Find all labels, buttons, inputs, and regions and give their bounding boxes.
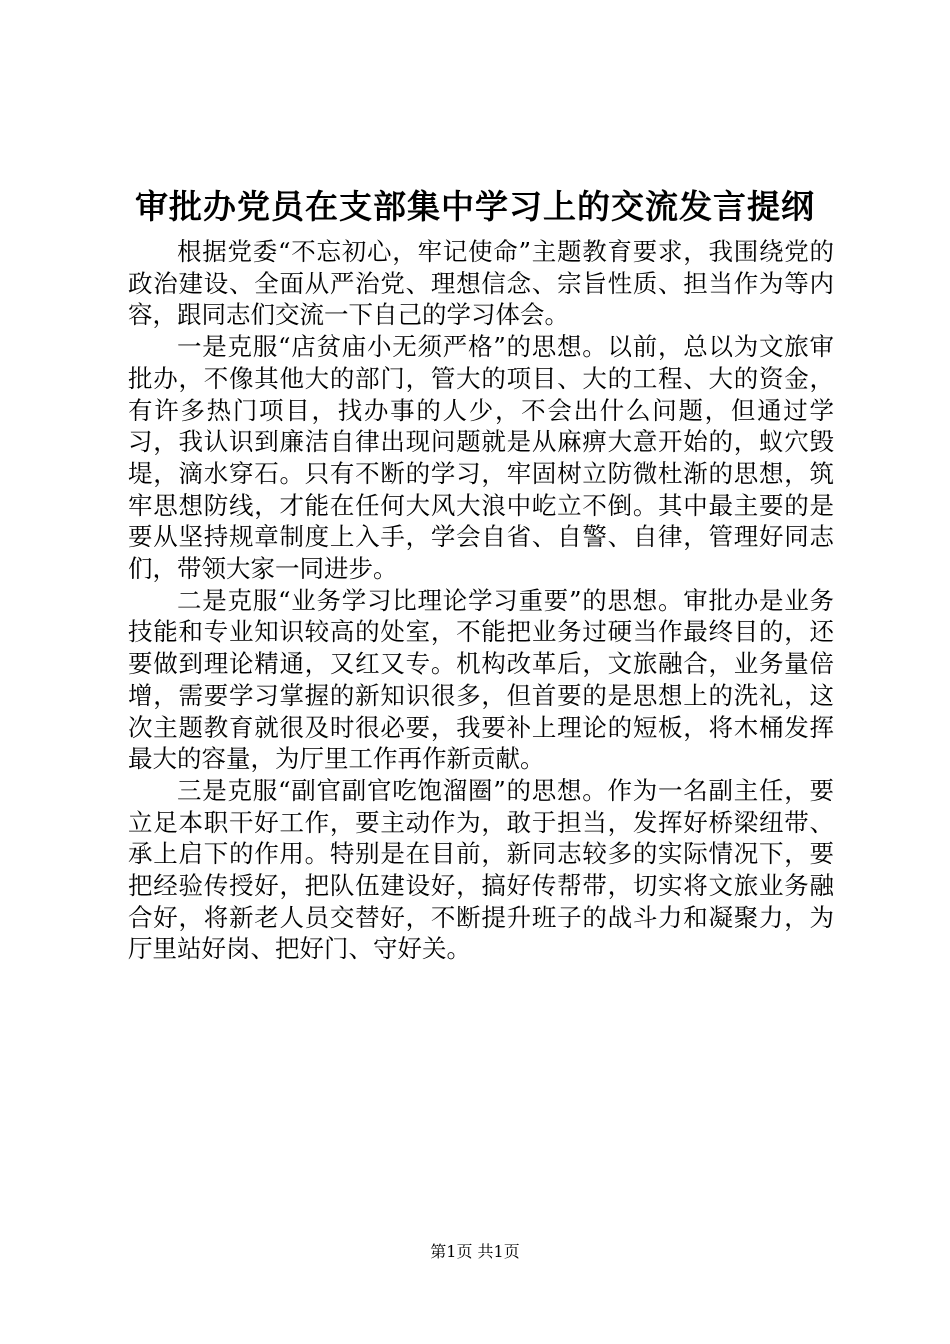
paragraph-intro: 根据党委“不忘初心，牢记使命”主题教育要求，我围绕党的政治建设、全面从严治党、理想信念、宗旨性质、担当作为等内容，跟同志们交流一下自己的学习体会。 — [128, 237, 834, 330]
document-title: 审批办党员在支部集中学习上的交流发言提纲 — [135, 187, 815, 226]
paragraph-point-two: 二是克服“业务学习比理论学习重要”的思想。审批办是业务技能和专业知识较高的处室，不能把业务过硬当作最终目的，还要做到理论精通，又红又专。机构改革后，文旅融合，业务量倍增，需要学习掌握的新知识很多，但首要的是思想上的洗礼，这次主题教育就很及时很必要，我要补上理论的短板，将木桶发挥最大的容量，为厅里工作再作新贡献。 — [128, 585, 834, 774]
paragraph-point-three: 三是克服“副官副官吃饱溜圈”的思想。作为一名副主任，要立足本职干好工作，要主动作为，敢于担当，发挥好桥梁纽带、承上启下的作用。特别是在目前，新同志较多的实际情况下，要把经验传授好，把队伍建设好，搞好传帮带，切实将文旅业务融合好，将新老人员交替好，不断提升班子的战斗力和凝聚力，为厅里站好岗、把好门、守好关。 — [128, 775, 834, 964]
document-body — [128, 236, 834, 965]
page-number-footer: 第1页 共1页 — [430, 1242, 520, 1261]
paragraph-point-one: 一是克服“店贫庙小无须严格”的思想。以前，总以为文旅审批办，不像其他大的部门，管大的项目、大的工程、大的资金，有许多热门项目，找办事的人少，不会出什么问题，但通过学习，我认识到廉洁自律出现问题就是从麻痹大意开始的，蚁穴毁堤，滴水穿石。只有不断的学习，牢固树立防微杜渐的思想，筑牢思想防线，才能在任何大风大浪中屹立不倒。其中最主要的是要从坚持规章制度上入手，学会自省、自警、自律，管理好同志们，带领大家一同进步。 — [128, 332, 834, 584]
